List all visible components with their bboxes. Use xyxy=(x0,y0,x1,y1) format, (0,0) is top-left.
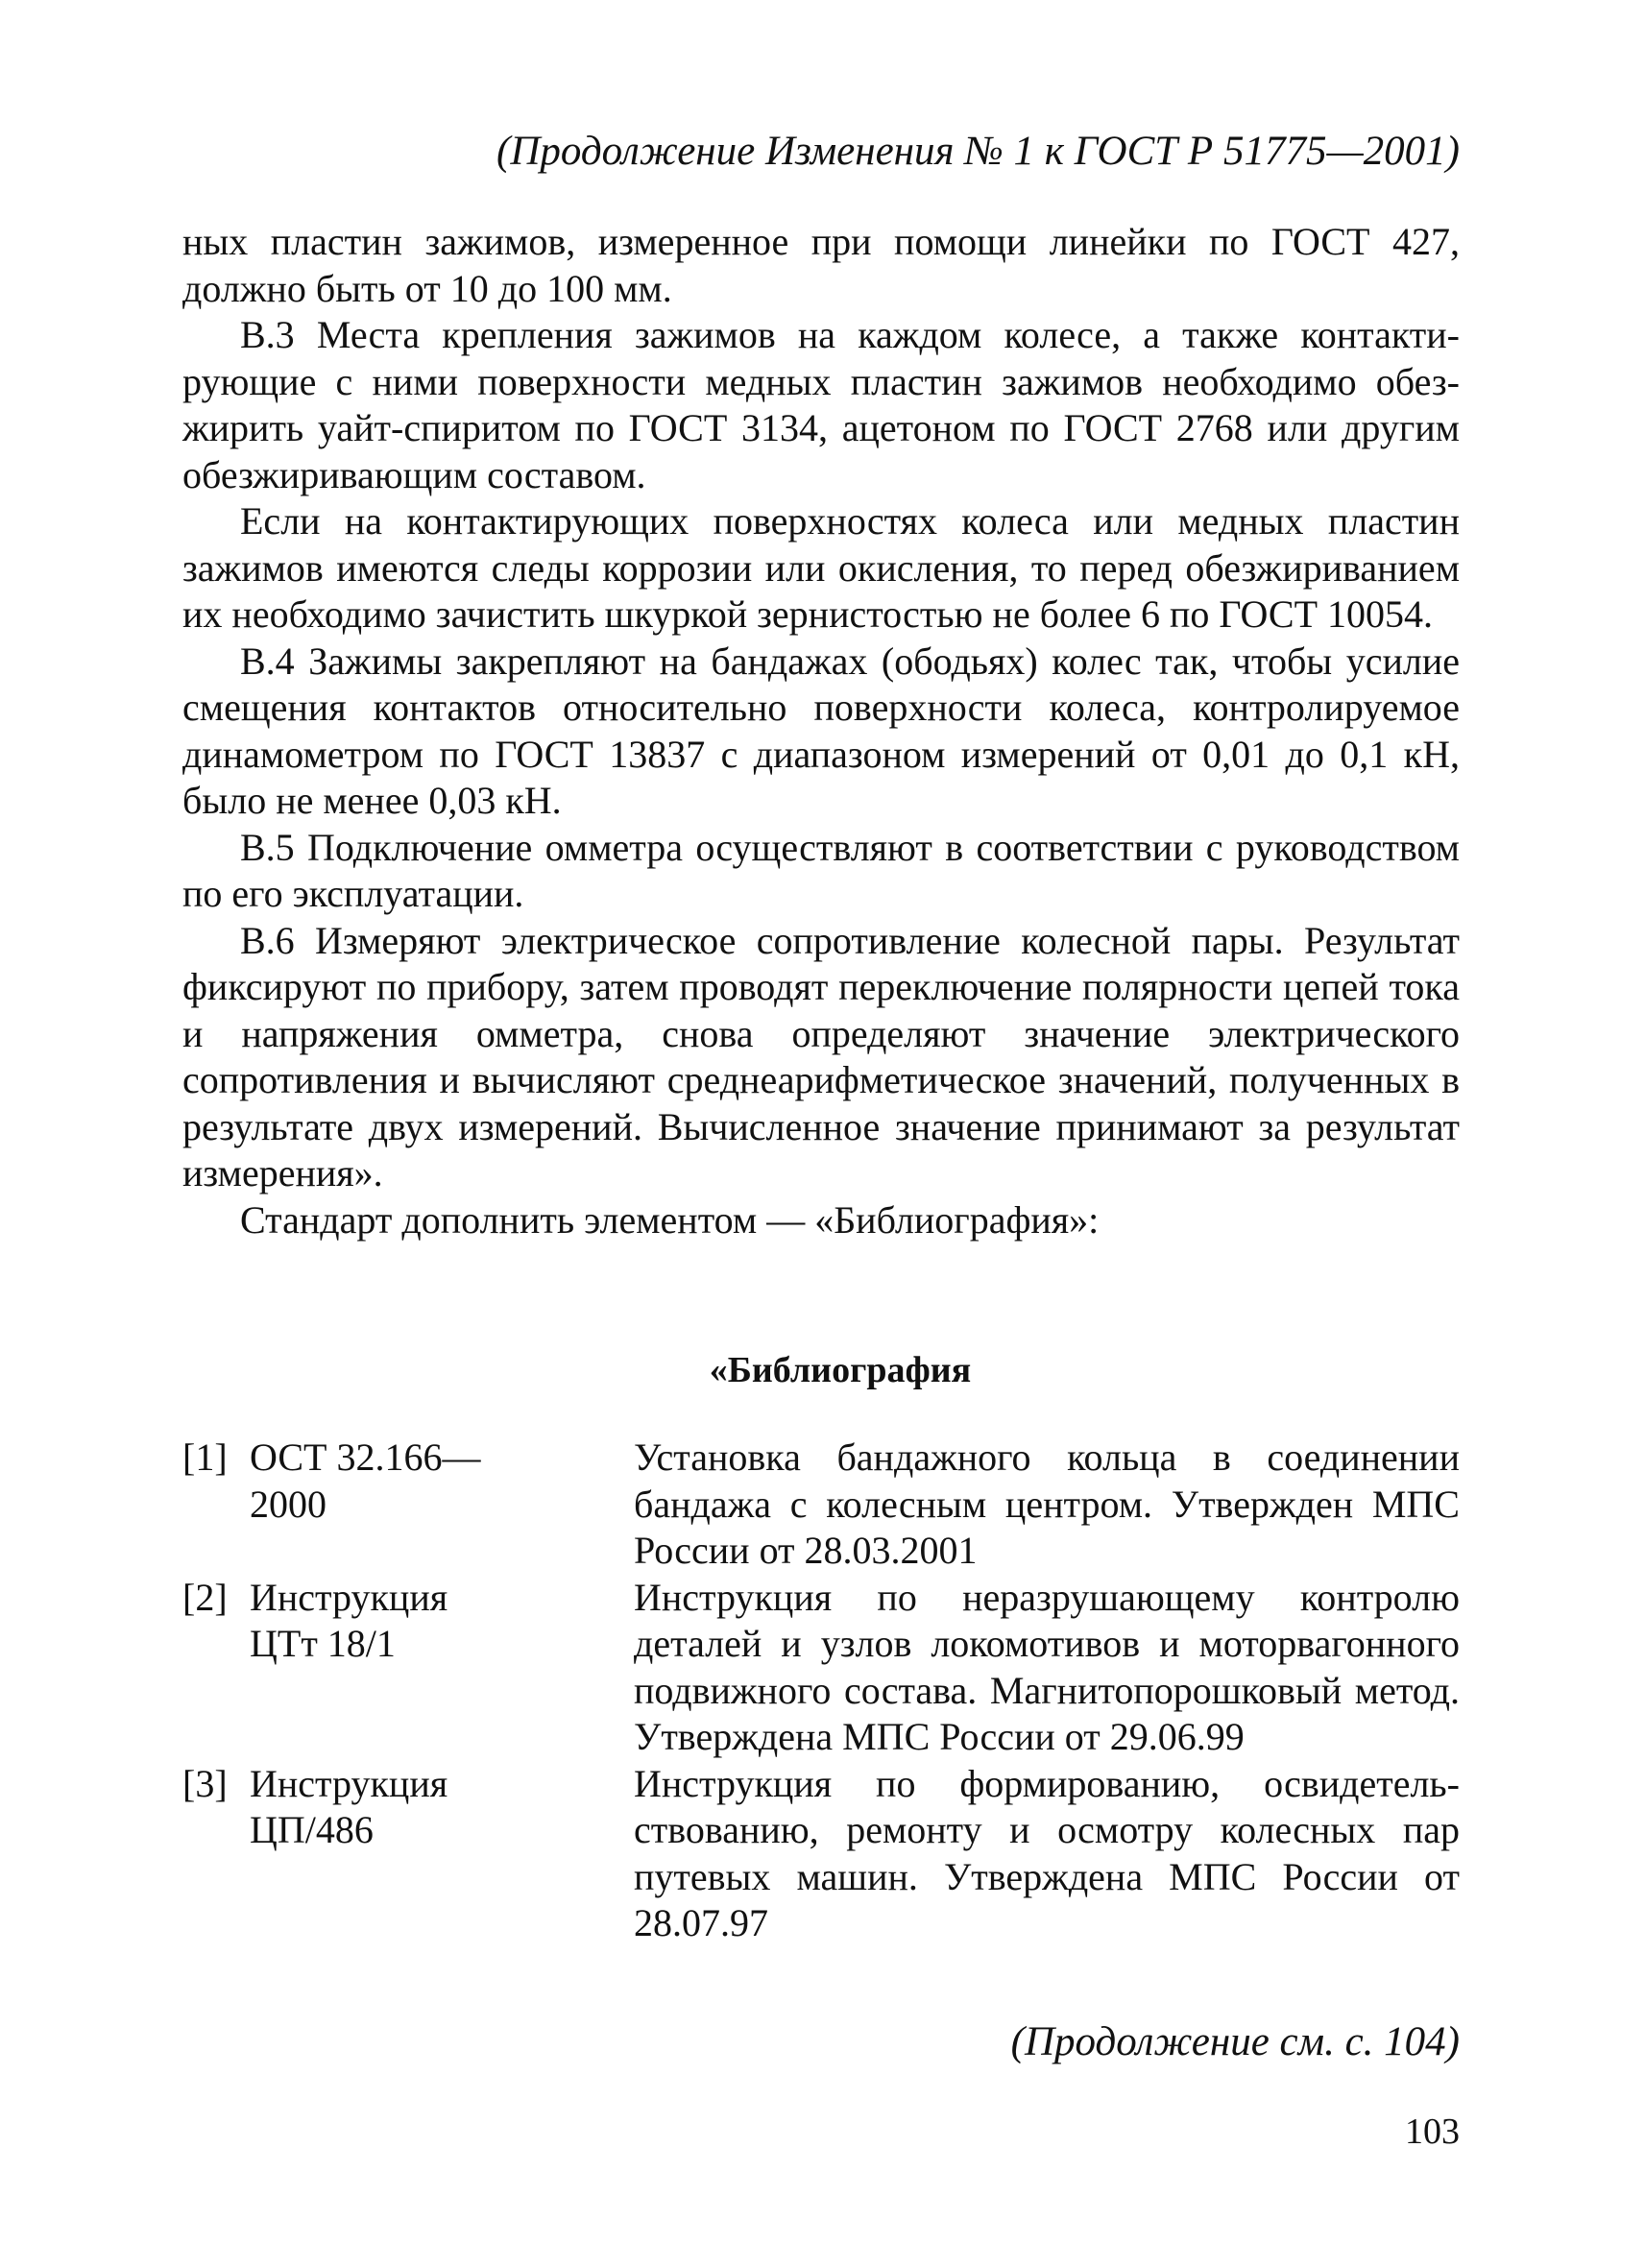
entry-number: [2] xyxy=(182,1575,228,1619)
running-header: (Продолжение Изменения № 1 к ГОСТ Р 51775—2001) xyxy=(496,129,1460,174)
bibliography-heading: «Библиография xyxy=(709,1350,972,1390)
bibliography-entry xyxy=(182,1761,1460,1947)
entry-number: [3] xyxy=(182,1761,228,1805)
paragraph-b6: В.6 Измеряют электрическое сопротивление колесной пары. Результат фиксируют по прибору, затем проводят переключение полярности цепей тока и напряжения омметра, снова определяют значение электрического сопротивления и вычисляют среднеарифметическое значений, полученных в результате двух измерений. Вычисленное значение принимают за результат измерения». xyxy=(182,918,1460,1194)
bibliography-entry xyxy=(182,1435,1460,1575)
paragraph-b4: В.4 Зажимы закрепляют на бандажах (ободьях) колес так, чтобы усилие смещения контактов относительно поверхности колеса, контролируемое динамометром по ГОСТ 13837 с диапазоном измерений от 0,01 до 0,1 кН, было не менее 0,03 кН. xyxy=(182,639,1460,822)
bibliography-entry xyxy=(182,1575,1460,1761)
continuation-note: (Продолжение см. с. 104) xyxy=(1010,2019,1460,2064)
paragraph-corrosion: Если на контактирующих поверхностях колеса или медных пластин зажимов имеются следы коррозии или окисления, то перед обезжириванием их необходимо зачистить шкуркой зернистостью не более 6 по ГОСТ 10054. xyxy=(182,499,1460,636)
entry-document: Инструкция ЦП/486 xyxy=(250,1761,448,1851)
paragraph-bibliography-intro: Стандарт дополнить элементом — «Библиография»: xyxy=(240,1197,1100,1242)
entry-description: Установка бандажного кольца в соединении бандажа с колесным центром. Утвержден МПС России от 28.03.2001 xyxy=(634,1436,1460,1572)
entry-number: [1] xyxy=(182,1436,228,1479)
page-number: 103 xyxy=(1405,2111,1460,2152)
document-page xyxy=(182,0,1460,2268)
paragraph-b5: В.5 Подключение омметра осуществляют в соответствии с руководством по его эксплуатации. xyxy=(182,825,1460,915)
bibliography-list xyxy=(182,1435,1460,1947)
paragraph-b3: В.3 Места крепления зажимов на каждом колесе, а также контактирующие с ними поверхности медных пластин зажимов необходимо обезжирить уайт-спиритом по ГОСТ 3134, ацетоном по ГОСТ 2768 или другим обезжиривающим составом. xyxy=(182,313,1460,496)
entry-document: Инструкция ЦТт 18/1 xyxy=(250,1575,448,1665)
entry-document: ОСТ 32.166—2000 xyxy=(250,1436,481,1526)
paragraph-continuation: ных пластин зажимов, измеренное при помощи линейки по ГОСТ 427, должно быть от 10 до 100 мм. xyxy=(182,220,1460,310)
document-body xyxy=(182,219,1460,1243)
entry-description: Инструкция по неразрушающему контролю деталей и узлов локомотивов и моторвагонного подвижного состава. Магнитопорошковый метод. Утверждена МПС России от 29.06.99 xyxy=(634,1575,1460,1758)
entry-description: Инструкция по формированию, освидетельствованию, ремонту и осмотру колесных пар путевых машин. Утверждена МПС России от 28.07.97 xyxy=(634,1761,1460,1944)
